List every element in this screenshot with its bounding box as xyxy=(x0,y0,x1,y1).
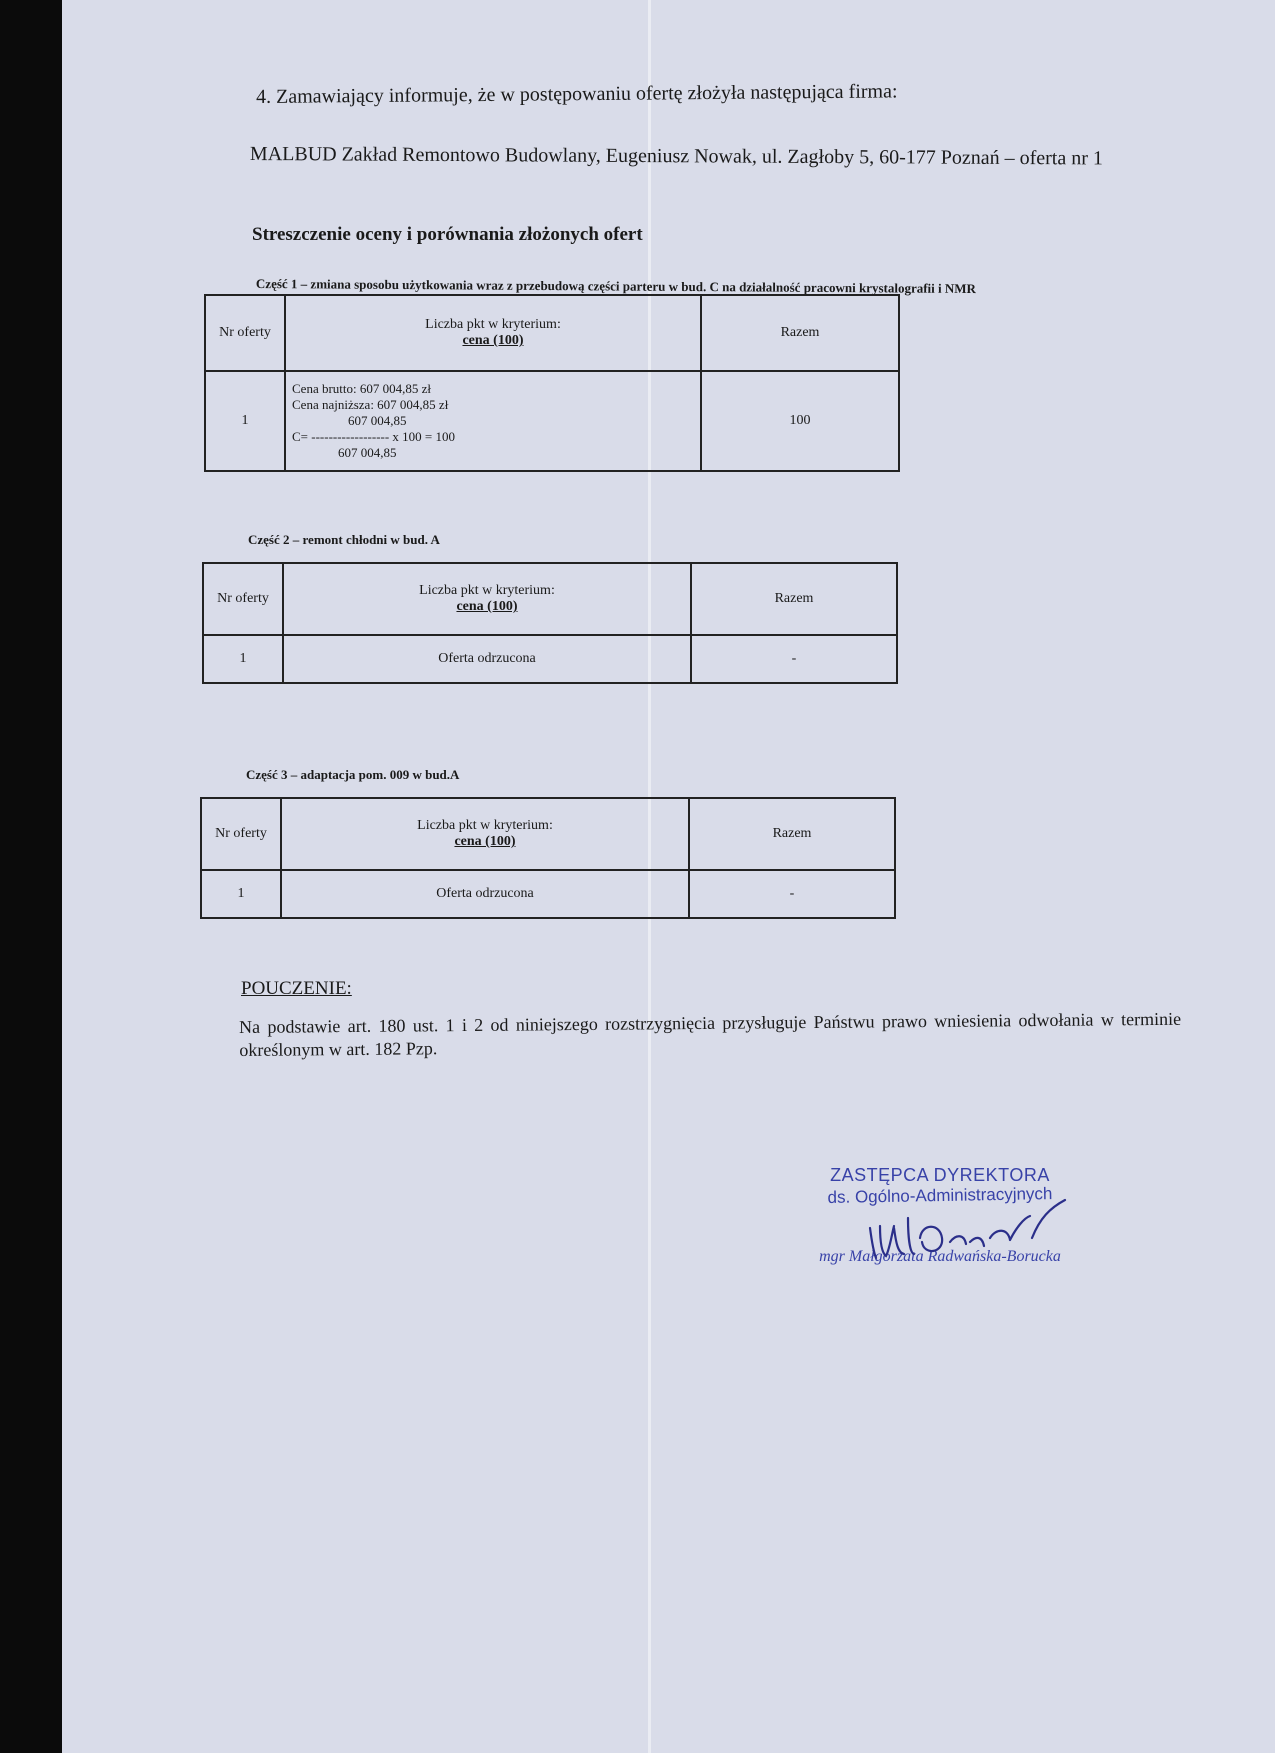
formula-line: C= ------------------ x 100 = 100 xyxy=(292,429,456,444)
total-points: 100 xyxy=(701,371,899,471)
criterion-sub: cena (100) xyxy=(454,834,516,849)
notice-text: Na podstawie art. 180 ust. 1 i 2 od niniejszego rozstrzygnięcia przysługuje Państwu prawo wniesienia odwołania w terminie określonym w art. 182 Pzp. xyxy=(239,1008,1182,1060)
notice-heading: POUCZENIE: xyxy=(241,978,352,999)
stamp-title: ZASTĘPCA DYREKTORA xyxy=(830,1165,1050,1185)
summary-heading: Streszczenie oceny i porównania złożonych ofert xyxy=(252,224,643,245)
col-header-total: Razem xyxy=(691,563,897,635)
criterion-sub: cena (100) xyxy=(456,599,518,614)
part-2-table xyxy=(202,562,898,684)
formula-numerator: 607 004,85 xyxy=(348,413,407,428)
stamp-department: ds. Ogólno-Administracyjnych xyxy=(827,1184,1053,1207)
part-3-caption: Część 3 – adaptacja pom. 009 w bud.A xyxy=(246,767,460,782)
criterion-sub: cena (100) xyxy=(462,333,524,348)
gross-price: Cena brutto: 607 004,85 zł xyxy=(292,381,432,396)
intro-line-1: 4. Zamawiający informuje, że w postępowaniu ofertę złożyła następująca firma: xyxy=(256,80,898,108)
price-calculation xyxy=(285,371,701,471)
col-header-offer: Nr oferty xyxy=(205,295,285,371)
total-points: - xyxy=(689,870,895,918)
col-header-total: Razem xyxy=(701,295,899,371)
col-header-offer: Nr oferty xyxy=(203,563,283,635)
criterion-label: Liczba pkt w kryterium: xyxy=(419,583,555,598)
col-header-criterion xyxy=(281,798,689,870)
part-1-caption: Część 1 – zmiana sposobu użytkowania wraz z przebudową części parteru w bud. C na działalność pracowni krystalografii i NMR xyxy=(255,276,977,297)
offer-number: 1 xyxy=(205,371,285,471)
part-1-table xyxy=(204,294,900,472)
col-header-offer: Nr oferty xyxy=(201,798,281,870)
lowest-price: Cena najniższa: 607 004,85 zł xyxy=(292,397,449,412)
offer-number: 1 xyxy=(203,635,283,683)
offer-status: Oferta odrzucona xyxy=(283,635,691,683)
col-header-total: Razem xyxy=(689,798,895,870)
part-2-caption: Część 2 – remont chłodni w bud. A xyxy=(248,532,440,547)
stamp-name: mgr Małgorzata Radwańska-Borucka xyxy=(819,1248,1061,1265)
offer-status: Oferta odrzucona xyxy=(281,870,689,918)
col-header-criterion xyxy=(285,295,701,371)
part-3-table xyxy=(200,797,896,919)
formula-denominator: 607 004,85 xyxy=(338,445,397,460)
total-points: - xyxy=(691,635,897,683)
offer-number: 1 xyxy=(201,870,281,918)
col-header-criterion xyxy=(283,563,691,635)
criterion-label: Liczba pkt w kryterium: xyxy=(425,317,561,332)
criterion-label: Liczba pkt w kryterium: xyxy=(417,818,553,833)
scan-left-margin xyxy=(0,0,62,1753)
intro-line-2: MALBUD Zakład Remontowo Budowlany, Eugeniusz Nowak, ul. Zagłoby 5, 60-177 Poznań – oferta nr 1 xyxy=(249,143,1103,170)
handwritten-signature-icon xyxy=(860,1198,1080,1268)
